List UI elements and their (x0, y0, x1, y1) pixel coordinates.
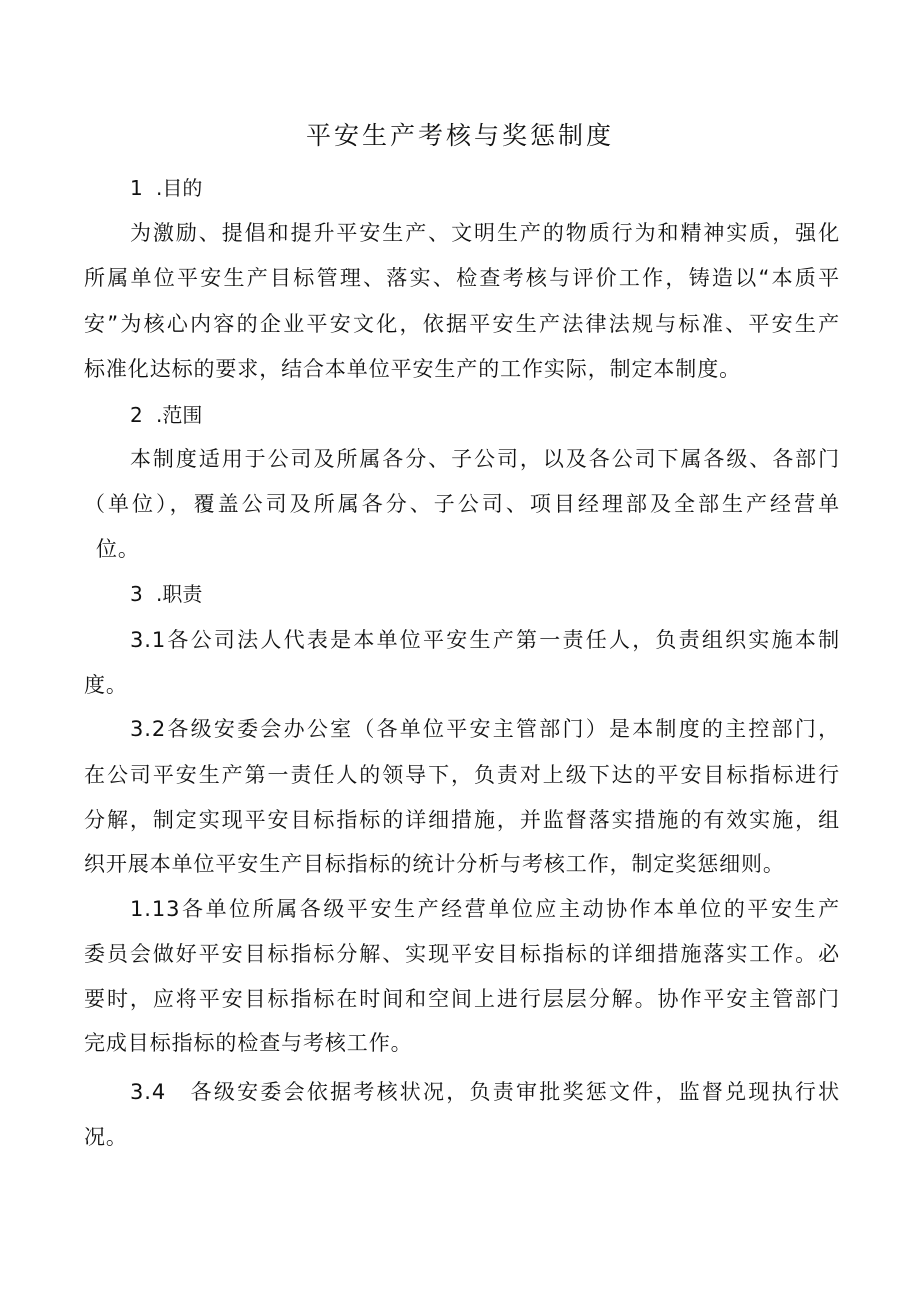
paragraph-line: 完成目标指标的检查与考核工作。 (84, 1031, 413, 1055)
section-2-heading (130, 401, 202, 429)
paragraph-line: （单位），覆盖公司及所属各分、子公司、项目经理部及全部生产经营单 (84, 492, 840, 516)
paragraph-line: 织开展本单位平安生产目标指标的统计分析与考核工作，制定奖惩细则。 (84, 852, 785, 876)
paragraph-line: 在公司平安生产第一责任人的领导下，负责对上级下达的平安目标指标进行 (84, 763, 840, 787)
paragraph-line: 分解，制定实现平安目标指标的详细措施，并监督落实措施的有效实施，组 (84, 808, 840, 832)
section-number: 2 (130, 403, 143, 427)
paragraph-line: 位。 (96, 537, 140, 561)
section-3-heading (130, 580, 202, 608)
paragraph-line: 要时，应将平安目标指标在时间和空间上进行层层分解。协作平安主管部门 (84, 987, 840, 1011)
document-title: 平安生产考核与奖惩制度 (305, 121, 614, 150)
paragraph-line: 所属单位平安生产目标管理、落实、检查考核与评价工作，铸造以“本质平 (84, 266, 840, 290)
section-heading-text: .职责 (156, 582, 203, 606)
paragraph-line: 为激励、提倡和提升平安生产、文明生产的物质行为和精神实质，强化 (130, 221, 840, 245)
paragraph-line: 标准化达标的要求，结合本单位平安生产的工作实际，制定本制度。 (84, 357, 741, 381)
paragraph-line: 3.4 各级安委会依据考核状况，负责审批奖惩文件，监督兑现执行状 (130, 1080, 840, 1104)
paragraph-line: 度。 (84, 673, 128, 697)
section-heading-text: .范围 (156, 403, 203, 427)
section-heading-text: .目的 (156, 176, 203, 200)
paragraph-line: 本制度适用于公司及所属各分、子公司，以及各公司下属各级、各部门 (130, 447, 840, 471)
paragraph-line: 况。 (84, 1125, 128, 1149)
paragraph-line: 3.2各级安委会办公室（各单位平安主管部门）是本制度的主控部门， (130, 717, 840, 741)
paragraph-line: 3.1各公司法人代表是本单位平安生产第一责任人，负责组织实施本制 (130, 628, 840, 652)
section-number: 1 (130, 176, 143, 200)
section-1-heading (130, 174, 202, 202)
paragraph-line: 1.13各单位所属各级平安生产经营单位应主动协作本单位的平安生产 (130, 897, 840, 921)
paragraph-line: 安”为核心内容的企业平安文化，依据平安生产法律法规与标准、平安生产 (84, 312, 840, 336)
section-number: 3 (130, 582, 143, 606)
paragraph-line: 委员会做好平安目标指标分解、实现平安目标指标的详细措施落实工作。必 (84, 942, 840, 966)
